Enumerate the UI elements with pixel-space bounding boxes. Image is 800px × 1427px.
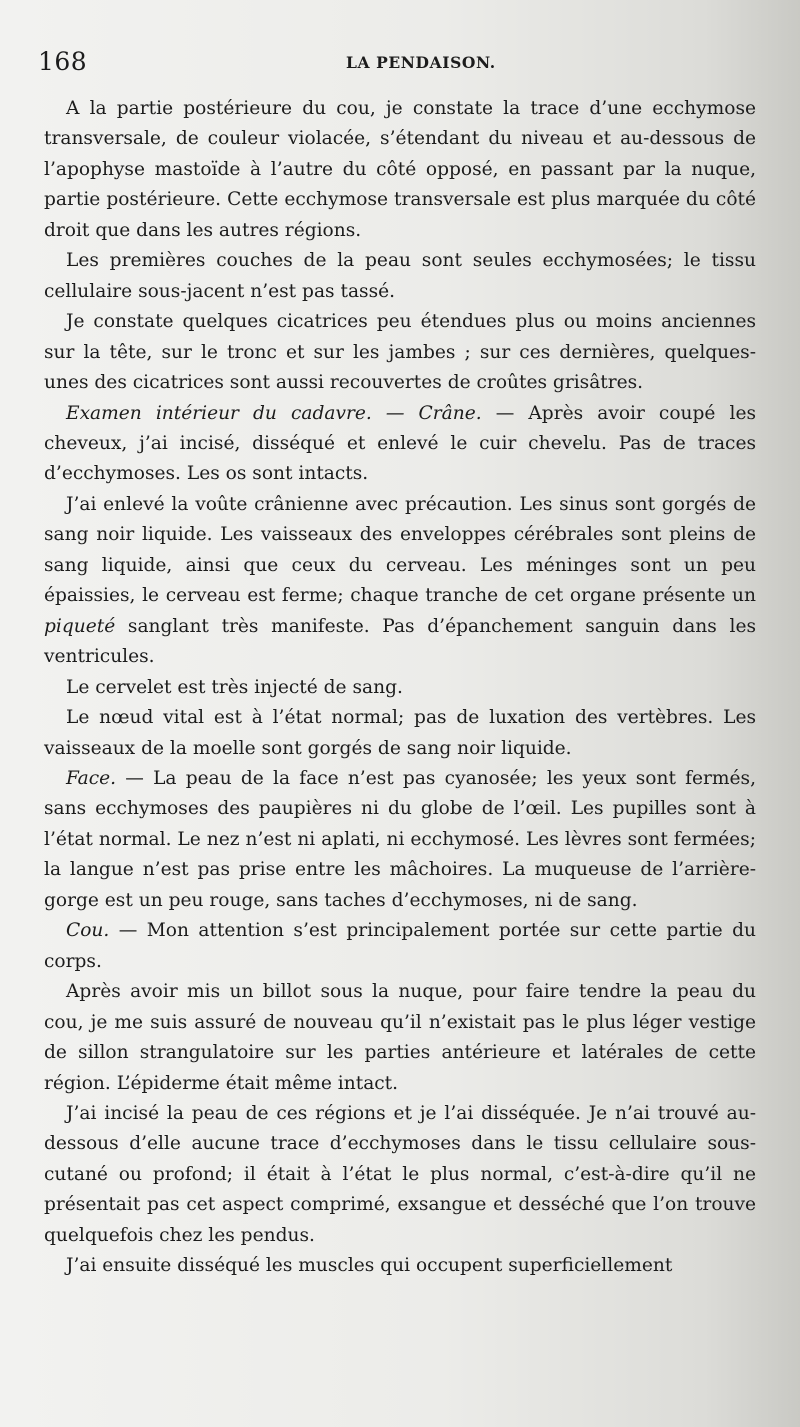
section-heading: Face. — [66, 767, 117, 789]
body-text — [44, 94, 756, 1282]
italic-term: piqueté — [44, 615, 116, 637]
paragraph: Le cervelet est très injecté de sang. — [66, 676, 403, 698]
section-heading: Cou. — [66, 920, 110, 942]
paragraph: Les premières couches de la peau sont seules ecchymosées; le tissu cellulaire sous-jacent n’est pas tassé. — [44, 250, 756, 302]
paragraph: J’ai ensuite disséqué les muscles qui occupent superficiellement — [66, 1255, 673, 1277]
running-head: LA PENDAISON. — [346, 53, 496, 72]
page-header — [38, 44, 758, 80]
paragraph: Je constate quelques cicatrices peu étendues plus ou moins anciennes sur la tête, sur le tronc et sur les jambes ; sur ces dernières, quelques-unes des cicatrices sont aussi recouvertes de croûtes grisâtres. — [44, 311, 756, 394]
paragraph: Cou. — Mon attention s’est principalement portée sur cette partie du corps. — [44, 920, 756, 972]
paragraph: Après avoir mis un billot sous la nuque, pour faire tendre la peau du cou, je me suis assuré de nouveau qu’il n’existait pas le plus léger vestige de sillon strangulatoire sur les parties antérieure et latérales de cette région. L’épiderme était même intact. — [44, 981, 756, 1094]
paragraph: Examen intérieur du cadavre. — Crâne. — Après avoir coupé les cheveux, j’ai incisé, disséqué et enlevé le cuir chevelu. Pas de traces d’ecchymoses. Les os sont intacts. — [44, 402, 756, 485]
paragraph: Le nœud vital est à l’état normal; pas de luxation des vertèbres. Les vaisseaux de la moelle sont gorgés de sang noir liquide. — [44, 707, 756, 759]
paragraph: J’ai incisé la peau de ces régions et je l’ai disséquée. Je n’ai trouvé au-dessous d’elle aucune trace d’ecchymoses dans le tissu cellulaire sous-cutané ou profond; il était à l’état le plus normal, c’est-à-dire qu’il ne présentait pas cet aspect comprimé, exsangue et desséché que l’on trouve quelquefois chez les pendus. — [44, 1102, 756, 1246]
paragraph: J’ai enlevé la voûte crânienne avec précaution. Les sinus sont gorgés de sang noir liquide. Les vaisseaux des enveloppes cérébrales sont pleins de sang liquide, ainsi que ceux du cerveau. Les méninges sont un peu épaissies, le cerveau est ferme; chaque tranche de cet organe présente un piqueté sanglant très manifeste. Pas d’épanchement sanguin dans les ventricules. — [44, 493, 756, 668]
section-heading: Examen intérieur du cadavre. — Crâne. — [66, 402, 482, 424]
paragraph: Face. — La peau de la face n’est pas cyanosée; les yeux sont fermés, sans ecchymoses des paupières ni du globe de l’œil. Les pupilles sont à l’état normal. Le nez n’est ni aplati, ni ecchymosé. Les lèvres sont fermées; la langue n’est pas prise entre les mâchoires. La muqueuse de l’arrière-gorge est un peu rouge, sans taches d’ecchymoses, ni de sang. — [44, 767, 756, 911]
paragraph: A la partie postérieure du cou, je constate la trace d’une ecchymose transversale, de couleur violacée, s’étendant du niveau et au-dessous de l’apophyse mastoïde à l’autre du côté opposé, en passant par la nuque, partie postérieure. Cette ecchymose transversale est plus marquée du côté droit que dans les autres régions. — [44, 98, 756, 241]
page-number: 168 — [38, 47, 88, 76]
